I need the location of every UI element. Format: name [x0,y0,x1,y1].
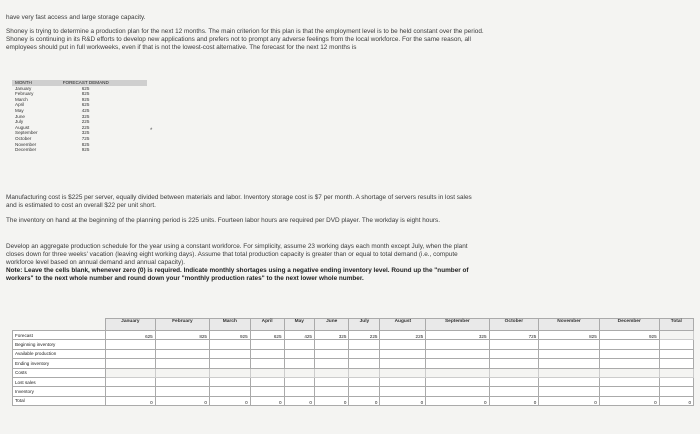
input-cell[interactable] [659,387,693,396]
total-cost-cell: 0 [599,396,659,405]
forecast-total-cell [659,331,693,340]
month-header-december: December [599,319,659,331]
total-cost-cell: 0 [106,396,156,405]
input-cell[interactable] [539,377,600,386]
input-cell[interactable] [539,340,600,349]
month-header-february: February [155,319,209,331]
forecast-demand-cell: 825 [81,91,90,97]
input-cell[interactable] [314,377,348,386]
input-cell[interactable] [539,359,600,368]
input-cell[interactable] [209,387,250,396]
input-cell[interactable] [426,359,489,368]
input-cell[interactable] [106,359,156,368]
input-cell[interactable] [209,377,250,386]
forecast-demand-cell: 825 [81,141,90,147]
forecast-month-cell: April [15,102,25,108]
input-cell[interactable] [284,359,314,368]
instructions-note: Note: Leave the cells blank, whenever zero (0) is required. Indicate monthly shortages using a negative ending inventory level. Round up the "number of workers" to the next whole number and round down your "monthly production rates" to the next lower whole number. [6,267,469,282]
costs-section-cell [314,368,348,377]
input-cell[interactable] [599,340,659,349]
row-label: Ending inventory [13,359,106,368]
input-cell[interactable] [489,359,539,368]
costs-section-cell [380,368,426,377]
forecast-month-cell: September [15,130,38,136]
forecast-table [12,80,147,153]
forecast-value-cell: 925 [209,331,250,340]
input-cell[interactable] [539,387,600,396]
input-cell[interactable] [284,349,314,358]
input-cell[interactable] [209,340,250,349]
input-cell[interactable] [155,340,209,349]
costs-section-cell [155,368,209,377]
costs-section-cell [284,368,314,377]
row-label: Forecast [13,331,106,340]
schedule-row [13,349,694,358]
forecast-demand-cell: 225 [81,124,90,130]
forecast-month-cell: February [15,91,34,97]
aggregate-schedule-table [12,318,694,406]
input-cell[interactable] [349,387,380,396]
problem-description: Shoney is trying to determine a production plan for the next 12 months. The main criterion for this plan is that the employment level is to be held constant over the period. Shoney is continuing in its R&D efforts to develop new applications and prefers not to prompt any adverse feelings from the local workforce. For the same reason, all employees should put in full workweeks, even if that is not the lowest-cost alternative. The forecast for the next 12 months is [6,28,484,51]
month-header-june: June [314,319,348,331]
input-cell[interactable] [349,377,380,386]
forecast-value-cell: 925 [599,331,659,340]
forecast-demand-cell: 325 [81,113,90,119]
month-header-july: July [349,319,380,331]
costs-section-cell [349,368,380,377]
forecast-value-cell: 425 [284,331,314,340]
row-label: Costs [13,368,106,377]
input-cell[interactable] [380,377,426,386]
forecast-value-cell: 725 [489,331,539,340]
input-cell[interactable] [155,359,209,368]
total-cost-cell: 0 [539,396,600,405]
month-header-january: January [106,319,156,331]
intro-line: have very fast access and large storage capacity. [6,14,146,21]
forecast-demand-cell: 625 [81,102,90,108]
month-header-september: September [426,319,489,331]
input-cell[interactable] [380,359,426,368]
input-cell[interactable] [155,377,209,386]
input-cell[interactable] [284,377,314,386]
forecast-demand-cell: 225 [81,119,90,125]
total-header: Total [659,319,693,331]
input-cell[interactable] [155,349,209,358]
input-cell[interactable] [349,340,380,349]
total-cost-cell: 0 [284,396,314,405]
row-label: Inventory [13,387,106,396]
instructions [6,243,482,283]
total-cost-cell: 0 [380,396,426,405]
input-cell[interactable] [155,387,209,396]
input-cell[interactable] [380,349,426,358]
total-cost-cell: 0 [426,396,489,405]
input-cell[interactable] [599,387,659,396]
input-cell[interactable] [659,377,693,386]
input-cell[interactable] [106,340,156,349]
forecast-month-cell: March [15,96,28,102]
schedule-row [13,368,694,377]
forecast-demand-cell: 625 [81,85,90,91]
total-cost-cell: 0 [250,396,284,405]
total-cost-cell: 0 [314,396,348,405]
input-cell[interactable] [426,340,489,349]
forecast-header-month: MONTH [12,80,60,86]
costs-section-cell [659,368,693,377]
inventory-description: The inventory on hand at the beginning of the planning period is 225 units. Fourteen labor hours are required per DVD player. The workday is eight hours. [6,217,441,224]
input-cell[interactable] [250,387,284,396]
schedule-row [13,396,694,405]
costs-section-cell [539,368,600,377]
costs-section-cell [489,368,539,377]
input-cell[interactable] [599,377,659,386]
input-cell[interactable] [250,359,284,368]
instructions-text: Develop an aggregate production schedule for the year using a constant workforce. For simplicity, assume 23 working days each month except July, when the plant closes down for three weeks' vacation (leaving eight working days). Assume that total production capacity is greater than or equal to total demand (i.e., compute workforce level based on annual demand and annual capacity). [6,243,468,266]
forecast-row [12,147,147,153]
total-cost-cell: 0 [209,396,250,405]
input-cell[interactable] [314,387,348,396]
forecast-month-cell: June [15,113,25,119]
forecast-value-cell: 625 [250,331,284,340]
total-cost-cell: 0 [155,396,209,405]
forecast-value-cell: 625 [106,331,156,340]
schedule-row [13,331,694,340]
input-cell[interactable] [426,377,489,386]
forecast-value-cell: 825 [155,331,209,340]
input-cell[interactable] [599,359,659,368]
cost-description: Manufacturing cost is $225 per server, equally divided between materials and labor. Inventory storage cost is $7 per month. A shortage of servers results in lost sales and is estimated to cost an overall $22 per unit short. [6,194,472,209]
schedule-row [13,377,694,386]
schedule-row [13,359,694,368]
input-cell[interactable] [659,359,693,368]
forecast-month-cell: December [15,147,37,153]
schedule-corner [13,319,106,331]
input-cell[interactable] [314,340,348,349]
forecast-value-cell: 325 [426,331,489,340]
input-cell[interactable] [284,340,314,349]
total-cost-cell: 0 [659,396,693,405]
input-cell[interactable] [250,377,284,386]
input-cell[interactable] [349,349,380,358]
month-header-november: November [539,319,600,331]
forecast-month-cell: July [15,119,24,125]
costs-section-cell [426,368,489,377]
input-cell[interactable] [380,340,426,349]
total-cost-cell: 0 [489,396,539,405]
costs-section-cell [106,368,156,377]
input-cell[interactable] [489,377,539,386]
input-cell[interactable] [106,377,156,386]
costs-section-cell [599,368,659,377]
row-label: Total [13,396,106,405]
row-label: Lost sales [13,377,106,386]
costs-section-cell [250,368,284,377]
input-cell[interactable] [489,349,539,358]
forecast-month-cell: October [15,135,32,141]
input-cell[interactable] [106,387,156,396]
input-cell[interactable] [599,349,659,358]
input-cell[interactable] [209,349,250,358]
input-cell[interactable] [250,349,284,358]
total-cost-cell: 0 [349,396,380,405]
forecast-header-demand: FORECAST DEMAND [60,80,147,86]
forecast-month-cell: May [15,107,24,113]
input-cell[interactable] [284,387,314,396]
input-cell[interactable] [539,349,600,358]
month-header-october: October [489,319,539,331]
forecast-demand-cell: 925 [81,147,90,153]
costs-section-cell [209,368,250,377]
forecast-demand-cell: 325 [81,130,90,136]
forecast-demand-cell: 425 [81,107,90,113]
input-cell[interactable] [106,349,156,358]
month-header-march: March [209,319,250,331]
month-header-august: August [380,319,426,331]
input-cell[interactable] [349,359,380,368]
input-cell[interactable] [250,340,284,349]
input-cell[interactable] [209,359,250,368]
input-cell[interactable] [426,387,489,396]
input-cell[interactable] [489,340,539,349]
input-cell[interactable] [426,349,489,358]
schedule-row [13,387,694,396]
row-label: Beginning inventory [13,340,106,349]
forecast-month-cell: November [15,141,37,147]
input-cell[interactable] [489,387,539,396]
input-cell[interactable] [314,359,348,368]
row-label: Available production [13,349,106,358]
cursor-marker: * [150,128,153,134]
input-cell[interactable] [380,387,426,396]
forecast-month-cell: August [15,124,30,130]
forecast-value-cell: 225 [349,331,380,340]
month-header-april: April [250,319,284,331]
forecast-month-cell: January [15,85,32,91]
month-header-may: May [284,319,314,331]
input-cell[interactable] [659,340,693,349]
forecast-demand-cell: 925 [81,96,90,102]
forecast-demand-cell: 725 [81,135,90,141]
forecast-value-cell: 825 [539,331,600,340]
input-cell[interactable] [314,349,348,358]
forecast-value-cell: 325 [314,331,348,340]
schedule-row [13,340,694,349]
forecast-value-cell: 225 [380,331,426,340]
input-cell[interactable] [659,349,693,358]
